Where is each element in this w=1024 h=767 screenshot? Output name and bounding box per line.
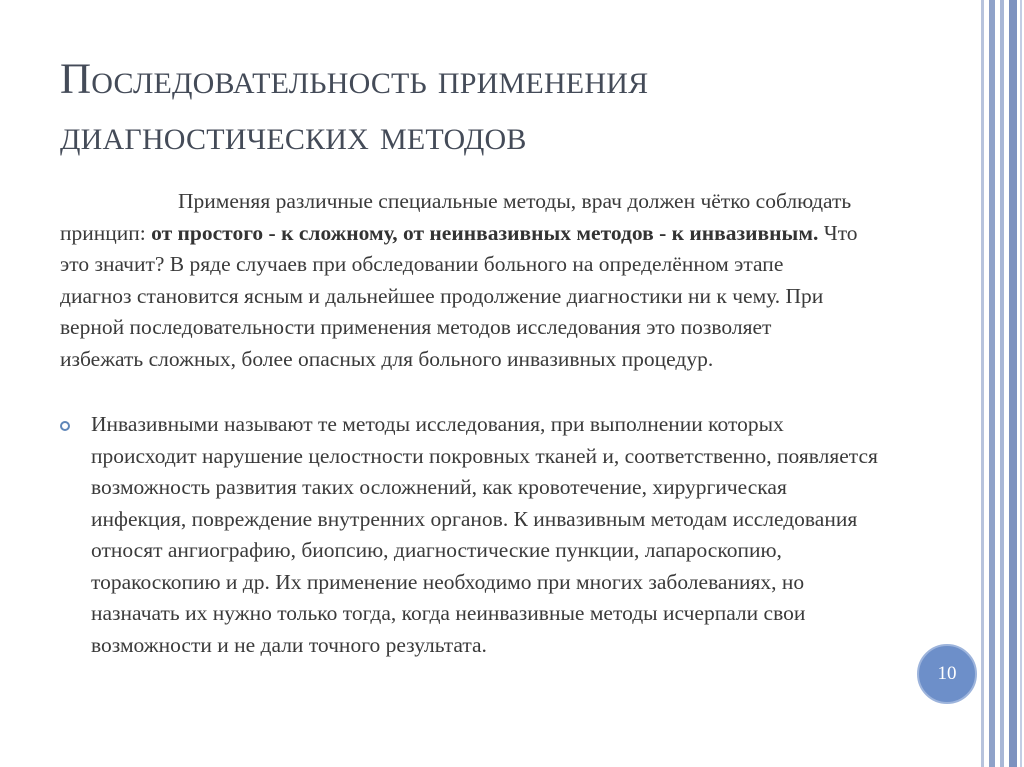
slide-title-line-2: диагностических методов [60,112,527,159]
stripe [1020,0,1022,767]
stripe [981,0,984,767]
stripe [1009,0,1017,767]
bullet-text: Инвазивными называют те методы исследования, при выполнении которых происходит нарушение целостности покровных тканей и, соответственно, появляется возможность развития таких осложнений, как кровотечение, хирургическая инфекция, повреждение внутренних органов. К инвазивным методам исследования относят ангиографию, биопсию, диагностические пункции, лапароскопию, торакоскопию и др. Их применение необходимо при многих заболеваниях, но назначать их нужно только тогда, когда неинвазивные методы исчерпали свои возможности и не дали точного результата. [91,412,878,657]
slide-title-line-1: Последовательность применения [60,56,649,103]
page-number-badge [917,644,977,704]
ring-bullet-icon [60,421,70,431]
intro-text-part-1: Применяя различные специальные методы, врач должен чётко соблюдать принцип: [60,189,852,245]
slide-title [60,52,940,164]
stripe [989,0,995,767]
intro-paragraph-text [60,186,860,375]
intro-text-bold: от простого - к сложному, от неинвазивных методов - к инвазивным. [151,220,819,245]
bullet-item [60,409,880,661]
intro-paragraph [60,186,860,375]
decorative-stripes [978,0,1024,767]
page-number: 10 [937,663,957,684]
stripe [1000,0,1004,767]
intro-text-part-2: Что это значит? В ряде случаев при обследовании больного на определённом этапе диагноз становится ясным и дальнейшее продолжение диагностики ни к чему. При верной последовательности применения методов исследования это позволяет избежать сложных, более опасных для больного инвазивных процедур. [60,220,858,371]
